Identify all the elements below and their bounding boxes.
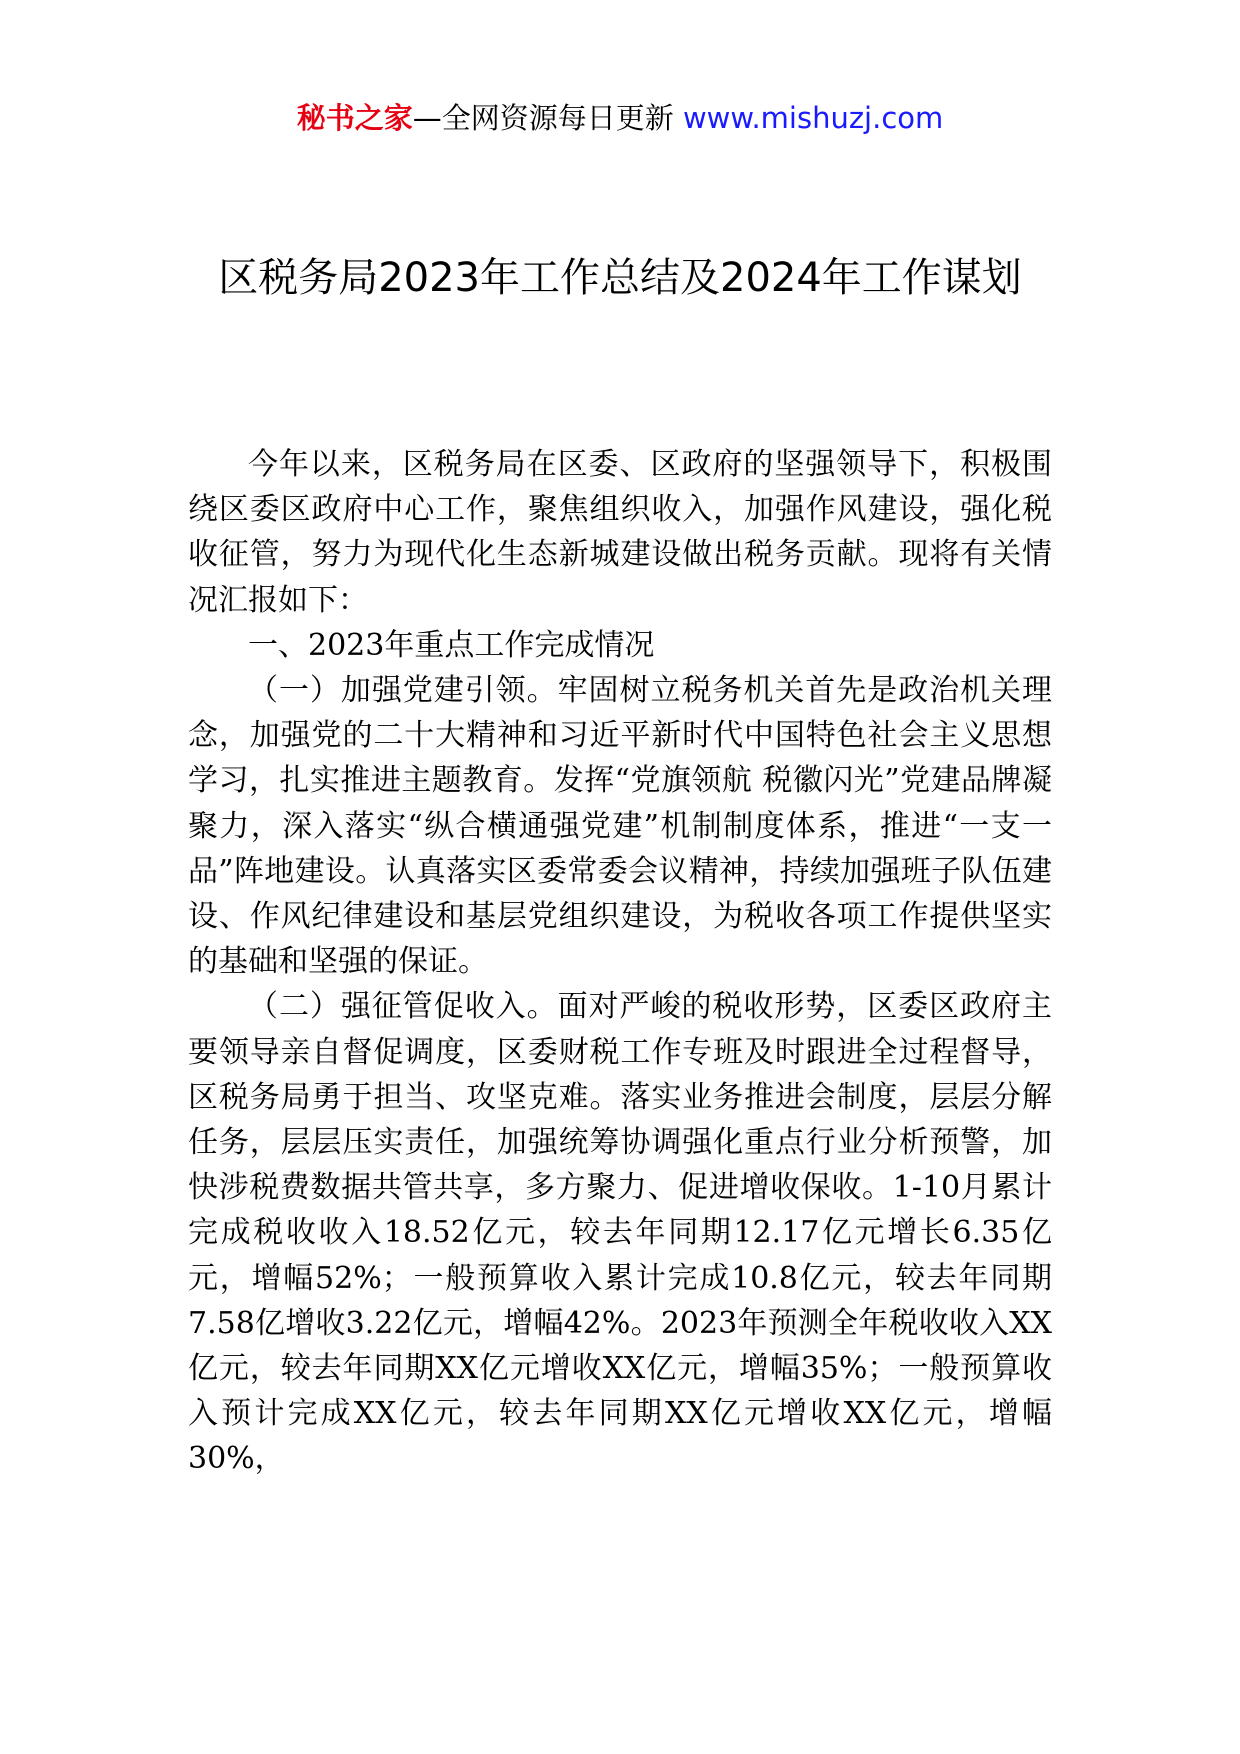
document-title: 区税务局2023年工作总结及2024年工作谋划 [218,255,1022,301]
site-brand: 秘书之家 [296,101,413,135]
site-url-link[interactable]: www.mishuzj.com [682,101,944,135]
paragraph-party-building: （一）加强党建引领。牢固树立税务机关首先是政治机关理念，加强党的二十大精神和习近平新时代中国特色社会主义思想学习，扎实推进主题教育。发挥“党旗领航 税徽闪光”党建品牌凝聚力，深入落实“纵合横通强党建”机制制度体系，推进“一支一品”阵地建设。认真落实区委常委会议精神，持续加强班子队伍建设、作风纪律建设和基层党组织建设，为税收各项工作提供坚实的基础和坚强的保证。 [188,673,1052,980]
site-slogan: —全网资源每日更新 [412,101,683,135]
document-body [188,442,1052,1482]
section-heading: 一、2023年重点工作完成情况 [248,627,655,663]
site-header [0,98,1240,138]
intro-paragraph: 今年以来，区税务局在区委、区政府的坚强领导下，积极围绕区委区政府中心工作，聚焦组织收入，加强作风建设，强化税收征管，努力为现代化生态新城建设做出税务贡献。现将有关情况汇报如下： [188,447,1052,618]
paragraph-revenue: （二）强征管促收入。面对严峻的税收形势，区委区政府主要领导亲自督促调度，区委财税工作专班及时跟进全过程督导，区税务局勇于担当、攻坚克难。落实业务推进会制度，层层分解任务，层层压实责任，加强统筹协调强化重点行业分析预警，加快涉税费数据共管共享，多方聚力、促进增收保收。1-10月累计完成税收收入18.52亿元，较去年同期12.17亿元增长6.35亿元，增幅52%；一般预算收入累计完成10.8亿元，较去年同期7.58亿增收3.22亿元，增幅42%。2023年预测全年税收收入XX亿元，较去年同期XX亿元增收XX亿元，增幅35%；一般预算收入预计完成XX亿元，较去年同期XX亿元增收XX亿元，增幅30%， [188,989,1052,1477]
